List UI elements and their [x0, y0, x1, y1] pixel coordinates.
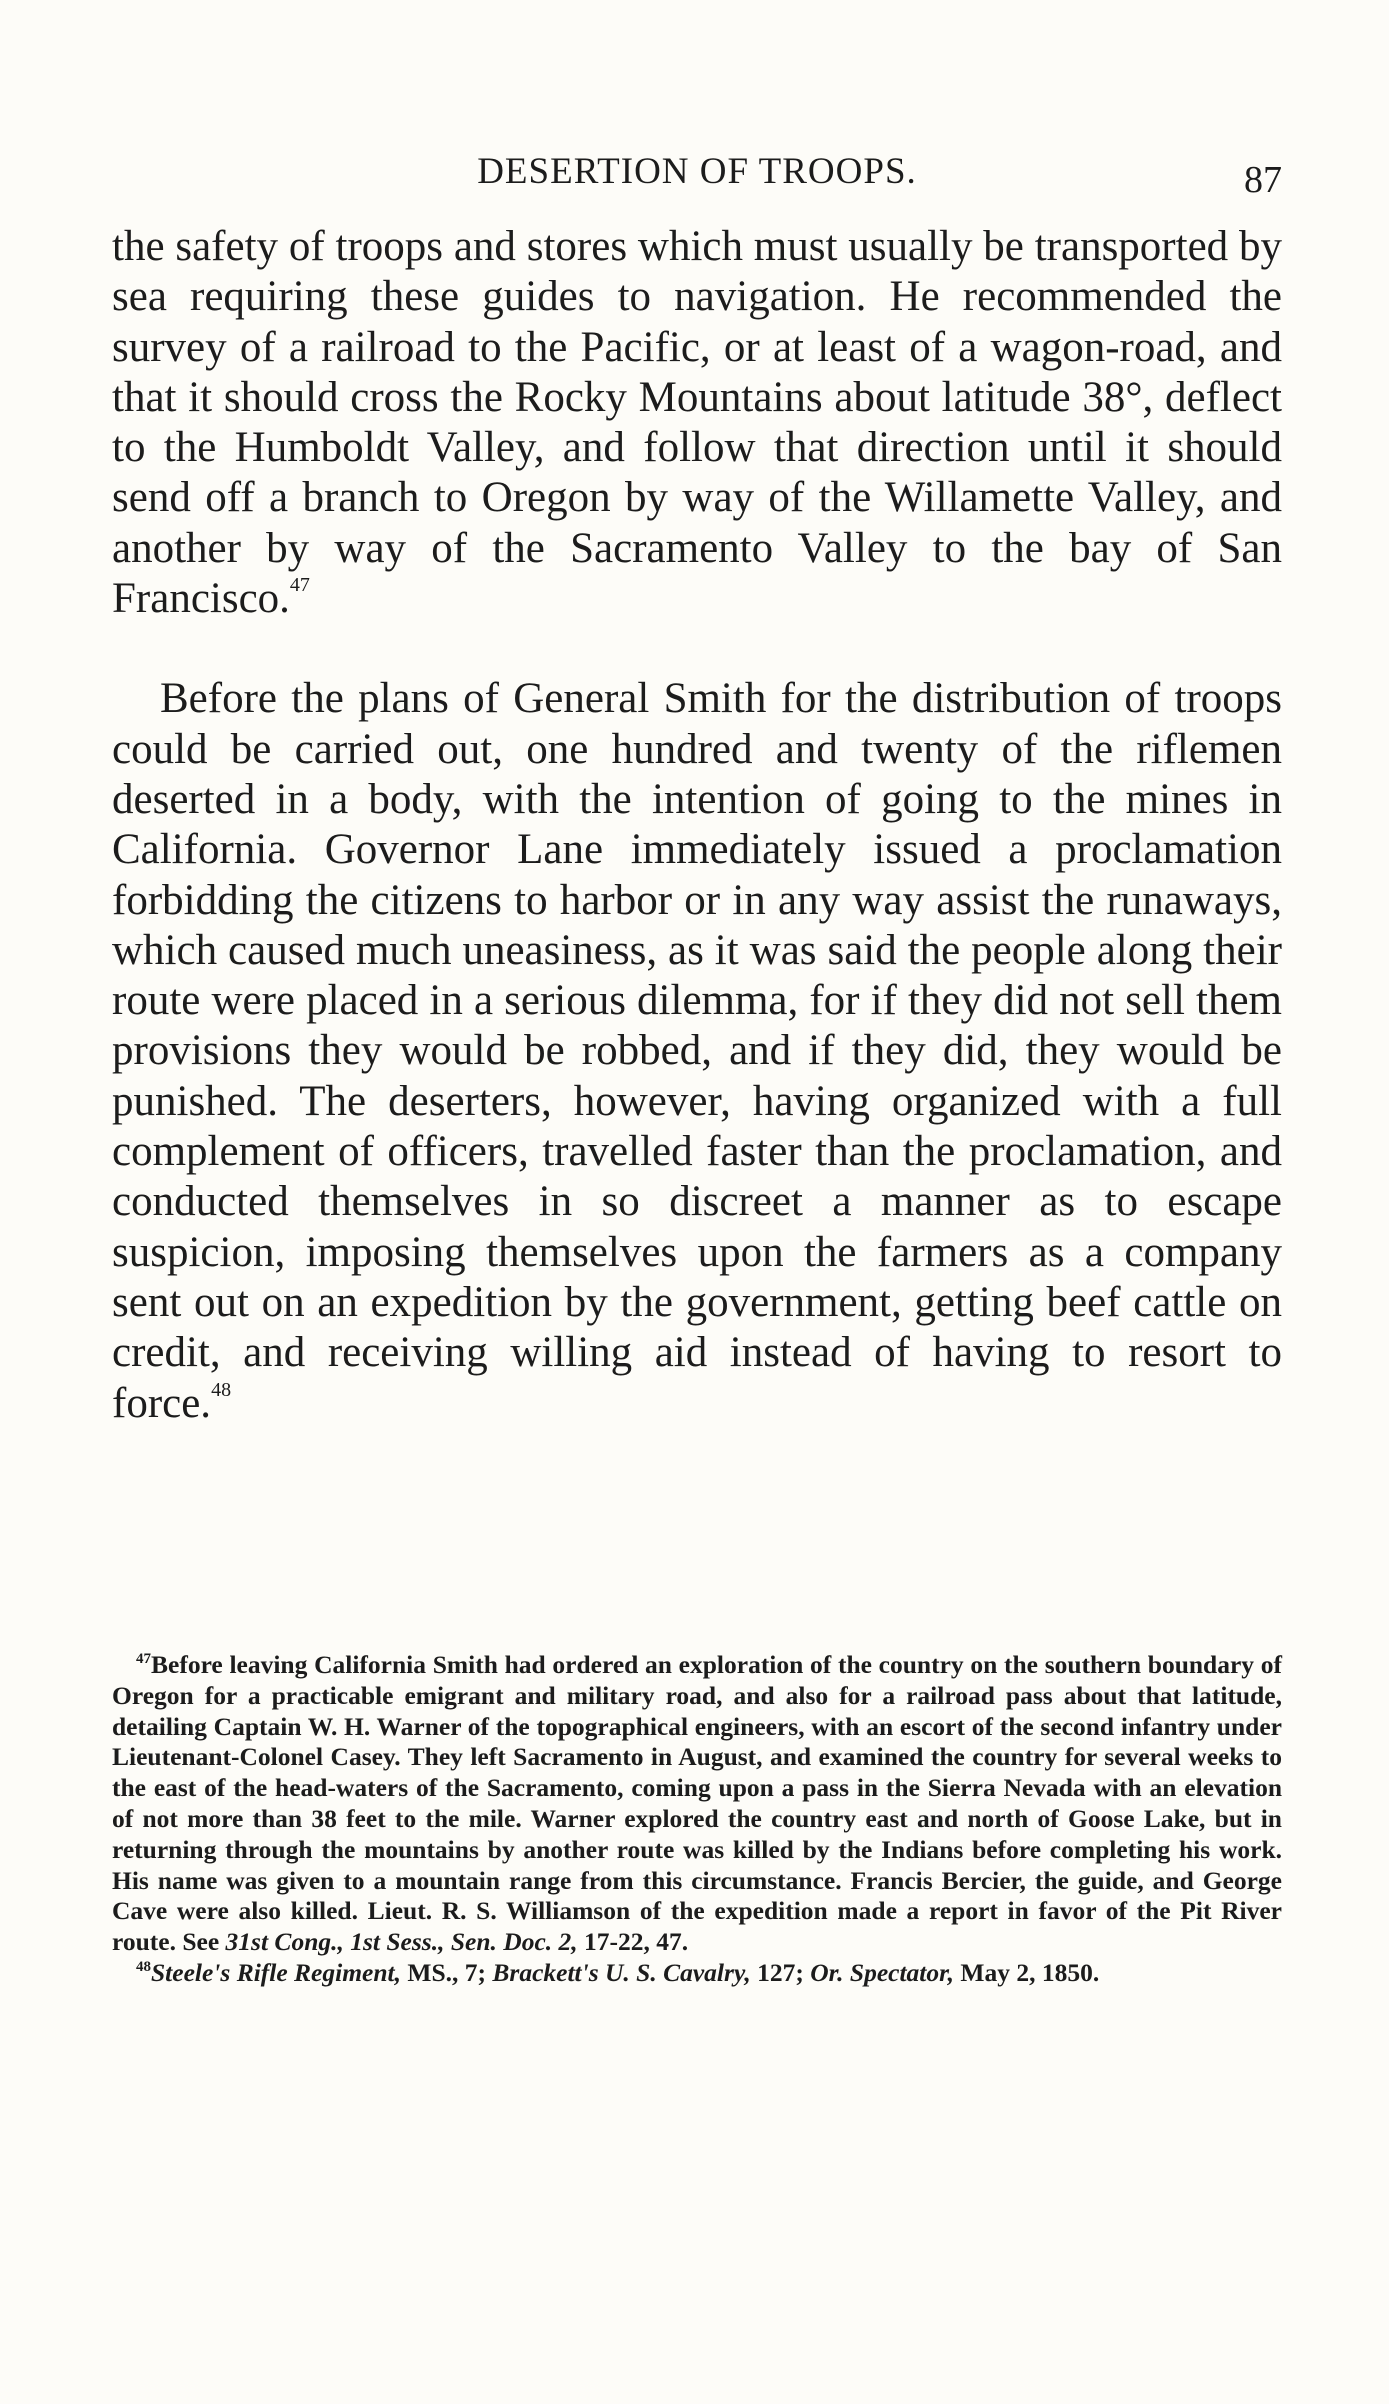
- footnote-47-marker: 47: [136, 1651, 151, 1667]
- footnote-48-text-1: MS., 7;: [401, 1957, 493, 1987]
- footnote-47-text: Before leaving California Smith had ordered an exploration of the country on the southern boundary of Oregon for a practicable emigrant and military road, and also for a railroad pass about that latitude, detailing Captain W. H. Warner of the topographical engineers, with an escort of the second infantry under Lieutenant-Colonel Casey. They left Sacramento in August, and examined the country for several weeks to the east of the head-waters of the Sacramento, coming upon a pass in the Sierra Nevada with an elevation of not more than 38 feet to the mile. Warner explored the country east and north of Goose Lake, but in returning through the mountains by another route was killed by the Indians before completing his work. His name was given to a mountain range from this circumstance. Francis Bercier, the guide, and George Cave were also killed. Lieut. R. S. Williamson of the expedition made a report in favor of the Pit River route. See: [112, 1650, 1282, 1957]
- footnotes: [112, 1650, 1282, 1989]
- footnote-48-citation-2: Brackett's U. S. Cavalry,: [492, 1957, 751, 1987]
- footnote-ref-48: 48: [211, 1378, 232, 1401]
- body-text: [112, 222, 1282, 1429]
- footnote-47-end: 17-22, 47.: [577, 1927, 689, 1957]
- page-number: 87: [1244, 159, 1282, 201]
- footnote-48-marker: 48: [136, 1958, 151, 1975]
- paragraph-2-text: Before the plans of General Smith for the distribution of troops could be carried out, one hundred and twenty of the riflemen deserted in a body, with the intention of going to the mines in California. Governor Lane immediately issued a proclamation forbidding the citizens to harbor or in any way assist the runaways, which caused much uneasiness, as it was said the people along their route were placed in a serious dilemma, for if they did not sell them provisions they would be robbed, and if they did, they would be punished. The deserters, however, having organized with a full complement of officers, travelled faster than the proclamation, and conducted themselves in so discreet a manner as to escape suspicion, imposing themselves upon the farmers as a company sent out on an expedition by the government, getting beef cattle on credit, and receiving willing aid instead of having to resort to force.: [112, 675, 1282, 1427]
- running-head: [112, 150, 1282, 210]
- paragraph-1-text: the safety of troops and stores which must usually be transported by sea requiring these guides to navigation. He recommended the survey of a railroad to the Pacific, or at least of a wagon-road, and that it should cross the Rocky Mountains about latitude 38°, deflect to the Humboldt Valley, and follow that direction until it should send off a branch to Oregon by way of the Willamette Valley, and another by way of the Sacramento Valley to the bay of San Francisco.: [112, 223, 1282, 623]
- footnote-ref-47: 47: [289, 574, 310, 597]
- running-title: DESERTION OF TROOPS.: [477, 151, 917, 192]
- footnote-48-text-2: 127;: [750, 1957, 811, 1987]
- footnote-48-citation-1: Steele's Rifle Regiment,: [151, 1957, 402, 1987]
- paragraph-1: [112, 222, 1282, 624]
- footnote-48-text-3: May 2, 1850.: [954, 1957, 1100, 1987]
- footnote-48: [112, 1958, 1282, 1989]
- footnote-47-citation: 31st Cong., 1st Sess., Sen. Doc. 2,: [225, 1927, 578, 1957]
- footnote-48-citation-3: Or. Spectator,: [810, 1957, 955, 1987]
- footnote-47: [112, 1650, 1282, 1958]
- paragraph-2: [112, 674, 1282, 1428]
